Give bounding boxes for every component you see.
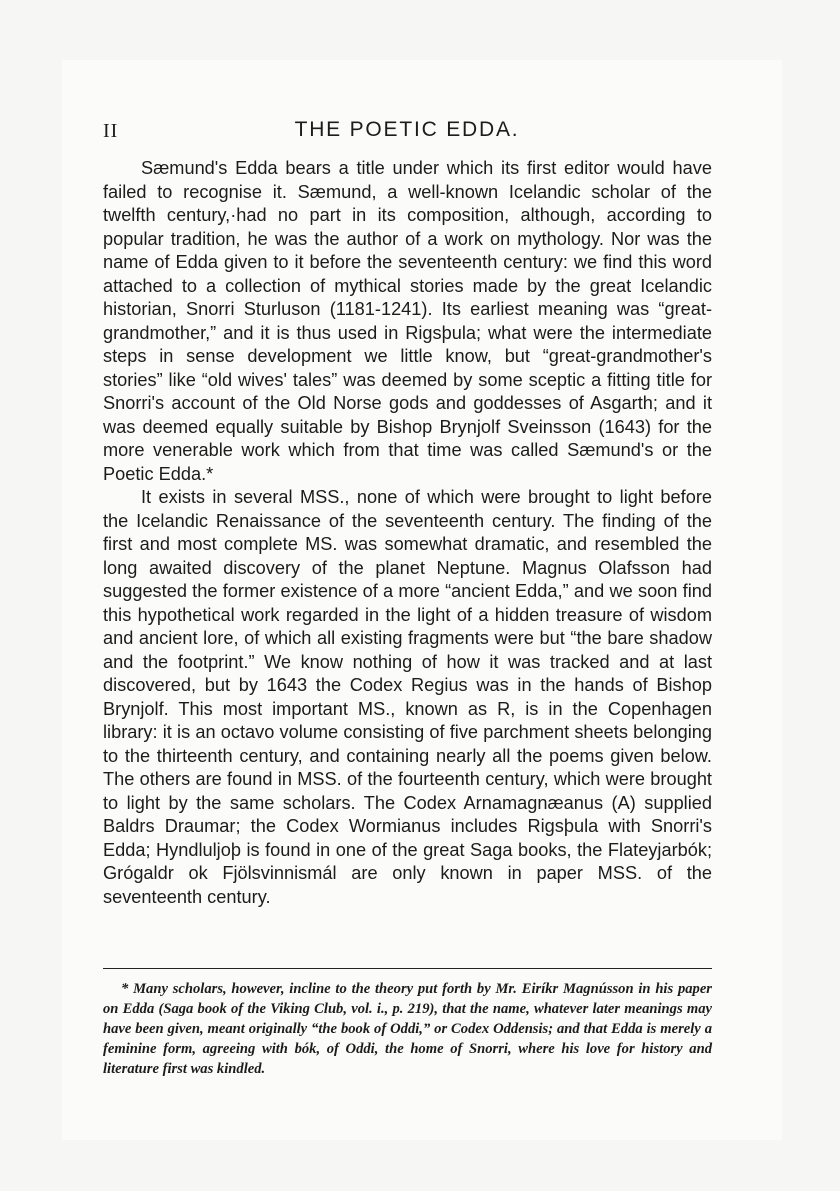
page-number: II xyxy=(103,120,119,142)
running-title: THE POETIC EDDA. xyxy=(294,118,520,141)
paragraph-2: It exists in several MSS., none of which were brought to light before the Icelandic Renaissance of the seventeenth century. The finding of the first and most complete MS. was somewhat dramatic, and resembled the long awaited discovery of the planet Neptune. Magnus Olafsson had suggested the former existence of a more “ancient Edda,” and we soon find this hypothetical work regarded in the light of a hidden treasure of wisdom and ancient lore, of which all existing fragments were but “the bare shadow and the footprint.” We know nothing of how it was tracked and at last discovered, but by 1643 the Codex Regius was in the hands of Bishop Brynjolf. This most important MS., known as R, is in the Copenhagen library: it is an octavo volume consisting of five parchment sheets belonging to the thirteenth century, and containing nearly all the poems given below. The others are found in MSS. of the fourteenth century, which were brought to light by the same scholars. The Codex Arnamagnæanus (A) supplied Baldrs Draumar; the Codex Wormianus includes Rigsþula with Snorri's Edda; Hyndluljoþ is found in one of the great Saga books, the Flateyjarbók; Grógaldr ok Fjölsvinnismál are only known in paper MSS. of the seventeenth century. xyxy=(103,487,712,907)
page-header xyxy=(103,118,711,148)
footnote: * Many scholars, however, incline to the theory put forth by Mr. Eiríkr Magnússon in his paper on Edda (Saga book of the Viking Club, vol. i., p. 219), that the name, whatever later meanings may have been given, meant originally “the book of Oddi,” or Codex Oddensis; and that Edda is merely a feminine form, agreeing with bók, of Oddi, the home of Snorri, where his love for history and literature first was kindled. xyxy=(103,981,712,1077)
body-text xyxy=(103,157,712,909)
footnote-divider xyxy=(103,968,712,969)
paragraph-1: Sæmund's Edda bears a title under which its first editor would have failed to recognise it. Sæmund, a well-known Icelandic scholar of the twelfth century,·had no part in its composition, although, according to popular tradition, he was the author of a work on mythology. Nor was the name of Edda given to it before the seventeenth century: we find this word attached to a collection of mythical stories made by the great Icelandic historian, Snorri Sturluson (1181-1241). Its earliest meaning was “great-grandmother,” and it is thus used in Rigsþula; what were the intermediate steps in sense development we little know, but “great-grandmother's stories” like “old wives' tales” was deemed by some sceptic a fitting title for Snorri's account of the Old Norse gods and goddesses of Asgarth; and it was deemed equally suitable by Bishop Brynjolf Sveinsson (1643) for the more venerable work which from that time was called Sæmund's or the Poetic Edda.* xyxy=(103,158,712,484)
